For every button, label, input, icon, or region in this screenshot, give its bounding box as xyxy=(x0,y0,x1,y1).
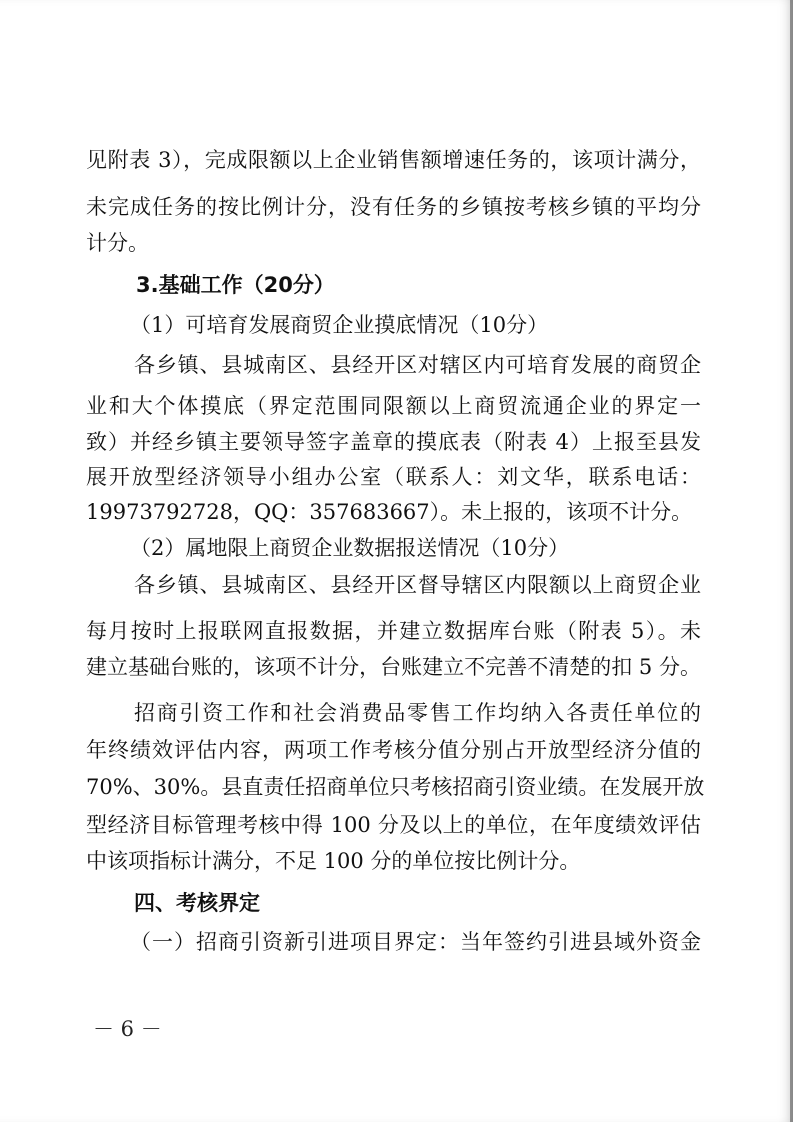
section-heading-basic-work: 3.基础工作（20分） xyxy=(136,273,335,297)
paragraph-line: 招商引资工作和社会消费品零售工作均纳入各责任单位的 xyxy=(134,701,701,725)
paragraph-line: 型经济目标管理考核中得 100 分及以上的单位，在年度绩效评估 xyxy=(86,813,701,837)
page-number: － 6 － xyxy=(93,1017,162,1041)
subsection-heading: （1）可培育发展商贸企业摸底情况（10分） xyxy=(130,313,549,337)
paragraph-line: 中该项指标计满分，不足 100 分的单位按比例计分。 xyxy=(86,849,581,873)
paragraph-line: 展开放型经济领导小组办公室（联系人：刘文华，联系电话： xyxy=(86,465,701,489)
paragraph-line: 年终绩效评估内容，两项工作考核分值分别占开放型经济分值的 xyxy=(86,738,701,762)
paragraph-line: （一）招商引资新引进项目界定：当年签约引进县域外资金 xyxy=(130,930,701,954)
paragraph-line: 见附表 3），完成限额以上企业销售额增速任务的，该项计满分， xyxy=(86,148,701,172)
paragraph-line: 19973792728，QQ：357683667）。未上报的，该项不计分。 xyxy=(86,500,693,524)
paragraph-line: 业和大个体摸底（界定范围同限额以上商贸流通企业的界定一 xyxy=(86,394,701,418)
paragraph-line: 致）并经乡镇主要领导签字盖章的摸底表（附表 4）上报至县发 xyxy=(86,430,701,454)
paragraph-line: 70%、30%。县直责任招商单位只考核招商引资业绩。在发展开放 xyxy=(86,775,705,799)
paragraph-line: 各乡镇、县城南区、县经开区对辖区内可培育发展的商贸企 xyxy=(134,353,701,377)
section-heading-assessment-definition: 四、考核界定 xyxy=(134,891,260,915)
subsection-heading: （2）属地限上商贸企业数据报送情况（10分） xyxy=(130,536,570,560)
paragraph-line: 建立基础台账的，该项不计分，台账建立不完善不清楚的扣 5 分。 xyxy=(86,655,701,679)
paragraph-line: 计分。 xyxy=(86,231,149,255)
paragraph-line: 每月按时上报联网直报数据，并建立数据库台账（附表 5）。未 xyxy=(86,619,701,643)
paragraph-line: 未完成任务的按比例计分，没有任务的乡镇按考核乡镇的平均分 xyxy=(86,195,701,219)
paragraph-line: 各乡镇、县城南区、县经开区督导辖区内限额以上商贸企业 xyxy=(134,573,701,597)
